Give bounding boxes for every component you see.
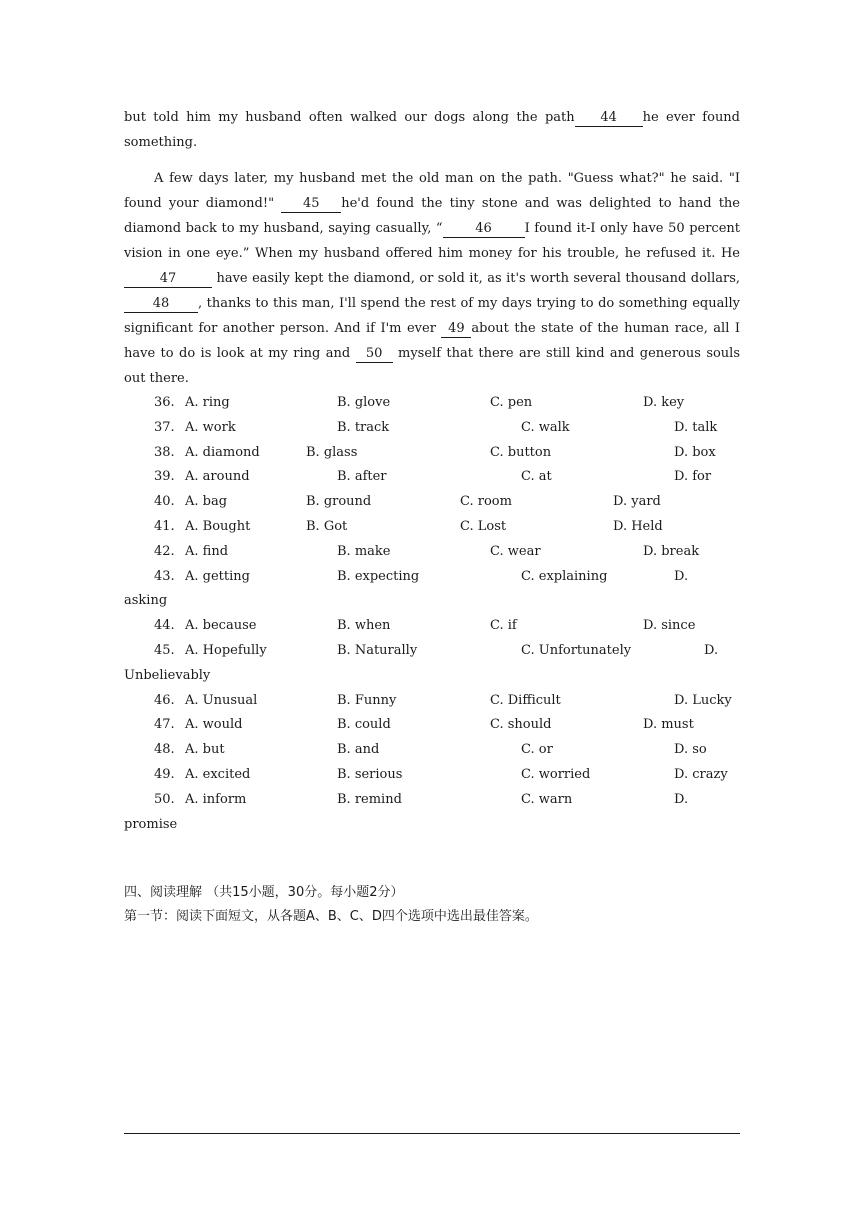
section-heading: 四、阅读理解 （共15小题，30分。每小题2分） (124, 885, 404, 901)
reading-section (124, 881, 740, 929)
option-row-39: 39. A. around B. after C. at D. for (154, 469, 712, 485)
answer-options (124, 391, 740, 837)
passage-text: A few days later, my husband met the old man on the path. "Guess what?" he said. "I found your diamond!" (124, 171, 740, 211)
blank-44: 44 (575, 110, 643, 127)
blank-50: 50 (356, 346, 393, 363)
option-row-43: 43. A. getting B. expecting C. explaining D. (154, 568, 689, 584)
option-row-49: 49. A. excited B. serious C. worried D. crazy (154, 766, 728, 782)
passage-text: he ever found something. (124, 110, 741, 150)
passage-text: he'd found the tiny stone and was delighted to hand the diamond back to my husband, saying casually, “ (124, 196, 740, 236)
option-row-47: 47. A. would B. could C. should D. must (154, 717, 694, 733)
option-row-36: 36. A. ring B. glove C. pen D. key (154, 395, 685, 410)
passage-text: I found it-I only have 50 percent vision in one eye.” When my husband offered him money for his trouble, he refused it. He (124, 221, 740, 261)
option-row-42: 42. A. find B. make C. wear D. break (154, 543, 700, 559)
section-instruction: 第一节：阅读下面短文，从各题A、B、C、D四个选项中选出最佳答案。 (124, 909, 538, 925)
option-row-46: 46. A. Unusual B. Funny C. Difficult D. Lucky (154, 692, 732, 708)
passage-text: myself that there are still kind and generous souls out there. (124, 346, 741, 386)
document-page (124, 105, 740, 929)
passage-text: have easily kept the diamond, or sold it, as it's worth several thousand dollars, (216, 271, 740, 286)
option-wrap-45: Unbelievably (124, 667, 211, 683)
passage-paragraph-1 (124, 105, 740, 155)
option-row-37: 37. A. work B. track C. walk D. talk (154, 419, 718, 435)
passage-text: about the state of the human race, all I have to do is look at my ring and (124, 321, 740, 361)
footer-divider (124, 1133, 740, 1134)
option-row-40: 40. A. bag B. ground C. room D. yard (154, 494, 661, 510)
option-wrap-50: promise (124, 816, 178, 832)
passage-text: but told him my husband often walked our dogs along the path (124, 110, 575, 125)
blank-46: 46 (443, 221, 525, 238)
passage-paragraph-2 (124, 166, 740, 391)
option-row-41: 41. A. Bought B. Got C. Lost D. Held (154, 518, 663, 534)
blank-45: 45 (281, 196, 341, 213)
option-wrap-43: asking (124, 593, 168, 609)
blank-49: 49 (441, 321, 471, 338)
option-row-48: 48. A. but B. and C. or D. so (154, 742, 707, 758)
blank-48: 48 (124, 296, 198, 313)
option-row-44: 44. A. because B. when C. if D. since (154, 618, 696, 634)
option-row-50: 50. A. inform B. remind C. warn D. (154, 791, 689, 807)
option-row-45: 45. A. Hopefully B. Naturally C. Unfortunately D. (154, 642, 719, 658)
option-row-38: 38. A. diamond B. glass C. button D. box (154, 444, 716, 460)
blank-47: 47 (124, 271, 212, 288)
passage-text: , thanks to this man, I'll spend the rest of my days trying to do something equally significant for another person. And if I'm ever (124, 296, 740, 336)
